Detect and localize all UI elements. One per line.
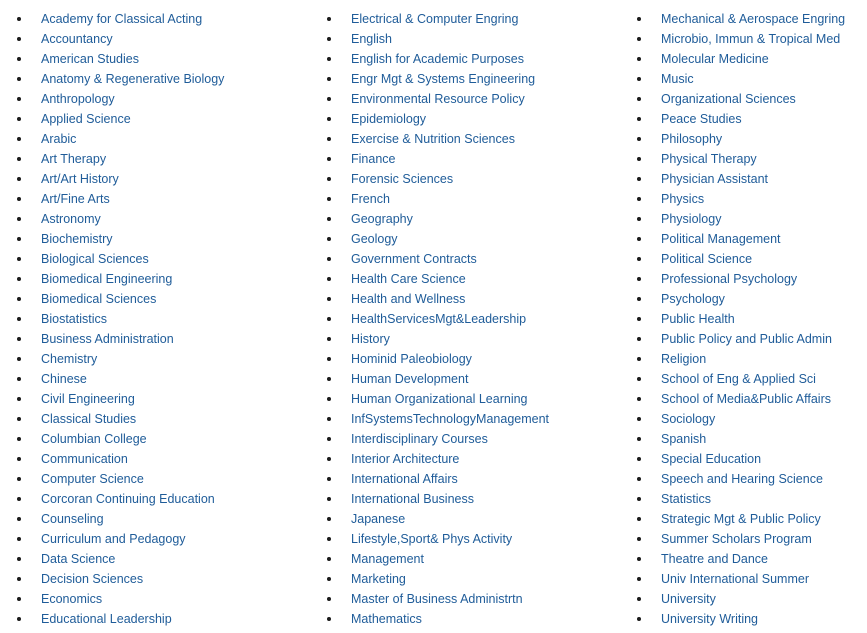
subject-link[interactable]: Professional Psychology (661, 272, 798, 286)
list-item (326, 549, 549, 569)
subject-link[interactable]: Japanese (351, 512, 406, 526)
list-item (636, 609, 845, 629)
subject-link[interactable]: Classical Studies (41, 412, 137, 426)
bullet-icon (327, 497, 331, 501)
subject-link[interactable]: Molecular Medicine (661, 52, 769, 66)
subject-link[interactable]: Educational Leadership (41, 612, 172, 626)
subject-link[interactable]: Public Health (661, 312, 735, 326)
list-item (636, 9, 845, 29)
subject-link[interactable]: Physics (661, 192, 705, 206)
list-item (636, 49, 845, 69)
subject-link[interactable]: Computer Science (41, 472, 144, 486)
bullet-icon (17, 197, 21, 201)
list-item (16, 149, 224, 169)
bullet-icon (17, 237, 21, 241)
bullet-icon (17, 477, 21, 481)
list-item (636, 449, 845, 469)
subject-link[interactable]: Theatre and Dance (661, 552, 769, 566)
subject-link[interactable]: Chinese (41, 372, 87, 386)
subject-link[interactable]: French (351, 192, 390, 206)
subject-link[interactable]: Forensic Sciences (351, 172, 454, 186)
list-item (16, 69, 224, 89)
subject-link[interactable]: Communication (41, 452, 128, 466)
list-item (326, 29, 549, 49)
subject-link[interactable]: Physiology (661, 212, 722, 226)
bullet-icon (17, 577, 21, 581)
subject-link[interactable]: Hominid Paleobiology (351, 352, 472, 366)
list-item (636, 209, 845, 229)
subject-link[interactable]: Art/Fine Arts (41, 192, 110, 206)
bullet-icon (327, 277, 331, 281)
list-item (326, 149, 549, 169)
subject-link[interactable]: Anatomy & Regenerative Biology (41, 72, 225, 86)
subject-link[interactable]: Data Science (41, 552, 116, 566)
subject-link[interactable]: Environmental Resource Policy (351, 92, 525, 106)
subject-link[interactable]: Interior Architecture (351, 452, 460, 466)
bullet-icon (17, 317, 21, 321)
bullet-icon (327, 17, 331, 21)
list-item (326, 109, 549, 129)
bullet-icon (327, 177, 331, 181)
bullet-icon (637, 197, 641, 201)
subject-link[interactable]: Psychology (661, 292, 725, 306)
bullet-icon (637, 137, 641, 141)
bullet-icon (637, 577, 641, 581)
bullet-icon (637, 357, 641, 361)
subject-link[interactable]: Electrical & Computer Engring (351, 12, 519, 26)
list-item (636, 549, 845, 569)
list-item (636, 329, 845, 349)
subject-link[interactable]: Summer Scholars Program (661, 532, 812, 546)
subject-link[interactable]: Spanish (661, 432, 707, 446)
list-item (326, 289, 549, 309)
bullet-icon (637, 77, 641, 81)
bullet-icon (17, 217, 21, 221)
bullet-icon (637, 497, 641, 501)
bullet-icon (637, 117, 641, 121)
list-item (636, 29, 845, 49)
subject-link[interactable]: Academy for Classical Acting (41, 12, 203, 26)
subject-link[interactable]: Art Therapy (41, 152, 107, 166)
bullet-icon (637, 237, 641, 241)
subject-link[interactable]: Special Education (661, 452, 762, 466)
bullet-icon (17, 437, 21, 441)
list-item (636, 269, 845, 289)
subject-link[interactable]: Epidemiology (351, 112, 427, 126)
list-item (326, 209, 549, 229)
bullet-icon (17, 17, 21, 21)
bullet-icon (327, 597, 331, 601)
list-item (16, 249, 224, 269)
bullet-icon (17, 537, 21, 541)
subject-link[interactable]: Corcoran Continuing Education (41, 492, 215, 506)
subject-link[interactable]: Business Administration (41, 332, 174, 346)
list-item (636, 289, 845, 309)
list-item (326, 569, 549, 589)
bullet-icon (637, 57, 641, 61)
bullet-icon (637, 597, 641, 601)
bullet-icon (17, 277, 21, 281)
subject-link[interactable]: Public Policy and Public Admin (661, 332, 832, 346)
subject-link[interactable]: HealthServicesMgt&Leadership (351, 312, 527, 326)
list-item (326, 449, 549, 469)
bullet-icon (327, 77, 331, 81)
subject-link[interactable]: Applied Science (41, 112, 131, 126)
bullet-icon (17, 617, 21, 621)
subject-link[interactable]: Organizational Sciences (661, 92, 796, 106)
subject-link[interactable]: Art/Art History (41, 172, 119, 186)
list-item (326, 189, 549, 209)
bullet-icon (17, 97, 21, 101)
subject-link[interactable]: Political Science (661, 252, 753, 266)
bullet-icon (637, 177, 641, 181)
subject-link[interactable]: Human Organizational Learning (351, 392, 528, 406)
bullet-icon (637, 297, 641, 301)
subject-link[interactable]: Curriculum and Pedagogy (41, 532, 186, 546)
bullet-icon (637, 337, 641, 341)
bullet-icon (17, 177, 21, 181)
subject-link[interactable]: Anthropology (41, 92, 115, 106)
subject-link[interactable]: Physician Assistant (661, 172, 768, 186)
bullet-icon (327, 357, 331, 361)
subject-link[interactable]: Speech and Hearing Science (661, 472, 823, 486)
list-item (16, 289, 224, 309)
subject-link[interactable]: Accountancy (41, 32, 113, 46)
bullet-icon (637, 617, 641, 621)
list-item (326, 249, 549, 269)
subject-link[interactable]: Counseling (41, 512, 104, 526)
bullet-icon (637, 537, 641, 541)
subject-link[interactable]: American Studies (41, 52, 139, 66)
list-item (636, 429, 845, 449)
list-item (16, 409, 224, 429)
subject-link[interactable]: Microbio, Immun & Tropical Med (661, 32, 841, 46)
subject-link[interactable]: English (351, 32, 392, 46)
list-item (16, 429, 224, 449)
bullet-icon (17, 117, 21, 121)
list-item (326, 489, 549, 509)
bullet-icon (327, 197, 331, 201)
bullet-icon (637, 97, 641, 101)
bullet-icon (637, 217, 641, 221)
bullet-icon (327, 257, 331, 261)
list-item (16, 389, 224, 409)
list-item (326, 349, 549, 369)
list-item (326, 509, 549, 529)
list-item (16, 9, 224, 29)
list-item (16, 549, 224, 569)
list-item (636, 189, 845, 209)
bullet-icon (327, 437, 331, 441)
list-item (16, 609, 224, 629)
subject-link[interactable]: School of Eng & Applied Sci (661, 372, 816, 386)
bullet-icon (327, 557, 331, 561)
bullet-icon (637, 257, 641, 261)
bullet-icon (637, 417, 641, 421)
bullet-icon (17, 597, 21, 601)
subject-link[interactable]: University (661, 592, 716, 606)
subject-column-1 (16, 9, 224, 629)
subject-link[interactable]: Political Management (661, 232, 781, 246)
list-item (636, 589, 845, 609)
bullet-icon (327, 537, 331, 541)
subject-link[interactable]: Geology (351, 232, 398, 246)
list-item (16, 329, 224, 349)
list-item (326, 529, 549, 549)
bullet-icon (327, 57, 331, 61)
subject-link[interactable]: Decision Sciences (41, 572, 144, 586)
list-item (326, 129, 549, 149)
subject-link[interactable]: History (351, 332, 390, 346)
bullet-icon (17, 337, 21, 341)
subject-link[interactable]: Univ International Summer (661, 572, 809, 586)
subject-link[interactable]: Marketing (351, 572, 406, 586)
subject-link[interactable]: Interdisciplinary Courses (351, 432, 488, 446)
bullet-icon (327, 97, 331, 101)
subject-link[interactable]: Mathematics (351, 612, 422, 626)
bullet-icon (637, 437, 641, 441)
bullet-icon (327, 577, 331, 581)
list-item (16, 509, 224, 529)
bullet-icon (327, 337, 331, 341)
list-item (16, 349, 224, 369)
bullet-icon (637, 317, 641, 321)
list-item (16, 229, 224, 249)
bullet-icon (17, 297, 21, 301)
bullet-icon (327, 217, 331, 221)
subject-column-2 (326, 9, 549, 629)
list-item (16, 489, 224, 509)
bullet-icon (17, 77, 21, 81)
list-item (326, 389, 549, 409)
bullet-icon (17, 497, 21, 501)
bullet-icon (17, 457, 21, 461)
bullet-icon (17, 57, 21, 61)
bullet-icon (327, 377, 331, 381)
subject-link[interactable]: Statistics (661, 492, 712, 506)
subject-link[interactable]: Biochemistry (41, 232, 113, 246)
list-item (636, 509, 845, 529)
bullet-icon (17, 397, 21, 401)
list-item (636, 229, 845, 249)
subject-link[interactable]: Chemistry (41, 352, 98, 366)
subject-link[interactable]: Physical Therapy (661, 152, 757, 166)
bullet-icon (327, 457, 331, 461)
bullet-icon (637, 397, 641, 401)
subject-column-3 (636, 9, 845, 629)
bullet-icon (17, 37, 21, 41)
bullet-icon (637, 557, 641, 561)
subject-link[interactable]: Philosophy (661, 132, 723, 146)
bullet-icon (637, 277, 641, 281)
bullet-icon (17, 557, 21, 561)
list-item (326, 469, 549, 489)
subject-link[interactable]: Strategic Mgt & Public Policy (661, 512, 821, 526)
subject-link[interactable]: Astronomy (41, 212, 101, 226)
bullet-icon (17, 377, 21, 381)
list-item (16, 29, 224, 49)
list-item (16, 109, 224, 129)
subject-link[interactable]: Religion (661, 352, 707, 366)
bullet-icon (17, 157, 21, 161)
subject-link[interactable]: Human Development (351, 372, 469, 386)
bullet-icon (327, 317, 331, 321)
subject-link[interactable]: International Business (351, 492, 474, 506)
subject-link[interactable]: Music (661, 72, 694, 86)
list-item (16, 469, 224, 489)
bullet-icon (327, 117, 331, 121)
list-item (326, 229, 549, 249)
list-item (636, 149, 845, 169)
list-item (326, 49, 549, 69)
list-item (326, 89, 549, 109)
subject-link[interactable]: Economics (41, 592, 103, 606)
subject-link[interactable]: Geography (351, 212, 413, 226)
subject-link[interactable]: Mechanical & Aerospace Engring (661, 12, 846, 26)
list-item (16, 129, 224, 149)
list-item (636, 169, 845, 189)
list-item (16, 209, 224, 229)
list-item (636, 349, 845, 369)
subject-link[interactable]: Health and Wellness (351, 292, 466, 306)
bullet-icon (17, 137, 21, 141)
bullet-icon (17, 357, 21, 361)
list-item (16, 89, 224, 109)
subject-link[interactable]: Government Contracts (351, 252, 477, 266)
subject-link[interactable]: Arabic (41, 132, 77, 146)
list-item (326, 9, 549, 29)
bullet-icon (327, 397, 331, 401)
subject-link[interactable]: Management (351, 552, 424, 566)
subject-link[interactable]: Biomedical Sciences (41, 292, 157, 306)
subject-link[interactable]: Engr Mgt & Systems Engineering (351, 72, 536, 86)
list-item (326, 169, 549, 189)
list-item (636, 89, 845, 109)
subject-link[interactable]: Exercise & Nutrition Sciences (351, 132, 515, 146)
subject-link[interactable]: Lifestyle,Sport& Phys Activity (351, 532, 513, 546)
subject-link[interactable]: Peace Studies (661, 112, 742, 126)
bullet-icon (327, 37, 331, 41)
subject-link[interactable]: Biostatistics (41, 312, 107, 326)
bullet-icon (327, 477, 331, 481)
list-item (326, 329, 549, 349)
list-item (326, 409, 549, 429)
bullet-icon (637, 457, 641, 461)
bullet-icon (327, 617, 331, 621)
subject-link[interactable]: English for Academic Purposes (351, 52, 525, 66)
bullet-icon (17, 417, 21, 421)
subject-link[interactable]: International Affairs (351, 472, 458, 486)
list-item (636, 409, 845, 429)
list-item (16, 269, 224, 289)
bullet-icon (637, 517, 641, 521)
bullet-icon (637, 17, 641, 21)
list-item (16, 369, 224, 389)
bullet-icon (327, 237, 331, 241)
bullet-icon (327, 297, 331, 301)
subject-link[interactable]: Civil Engineering (41, 392, 135, 406)
list-item (636, 489, 845, 509)
bullet-icon (327, 137, 331, 141)
list-item (16, 529, 224, 549)
list-item (326, 309, 549, 329)
bullet-icon (637, 37, 641, 41)
list-item (636, 369, 845, 389)
subject-link[interactable]: Sociology (661, 412, 716, 426)
list-item (636, 389, 845, 409)
subject-link[interactable]: Biomedical Engineering (41, 272, 173, 286)
list-item (636, 69, 845, 89)
list-item (326, 589, 549, 609)
subject-link[interactable]: Master of Business Administrtn (351, 592, 523, 606)
list-item (326, 609, 549, 629)
list-item (326, 269, 549, 289)
list-item (636, 309, 845, 329)
bullet-icon (17, 257, 21, 261)
bullet-icon (17, 517, 21, 521)
list-item (326, 69, 549, 89)
bullet-icon (637, 157, 641, 161)
subject-link[interactable]: Biological Sciences (41, 252, 149, 266)
subject-link[interactable]: School of Media&Public Affairs (661, 392, 832, 406)
list-item (16, 49, 224, 69)
list-item (326, 369, 549, 389)
list-item (16, 589, 224, 609)
subject-link[interactable]: Health Care Science (351, 272, 466, 286)
list-item (16, 169, 224, 189)
subject-list (0, 9, 867, 629)
list-item (636, 249, 845, 269)
bullet-icon (637, 477, 641, 481)
subject-link[interactable]: University Writing (661, 612, 759, 626)
list-item (636, 109, 845, 129)
list-item (636, 529, 845, 549)
list-item (636, 469, 845, 489)
subject-link[interactable]: InfSystemsTechnologyManagement (351, 412, 550, 426)
list-item (16, 569, 224, 589)
bullet-icon (637, 377, 641, 381)
list-item (326, 429, 549, 449)
subject-link[interactable]: Columbian College (41, 432, 147, 446)
bullet-icon (327, 157, 331, 161)
list-item (636, 569, 845, 589)
bullet-icon (327, 517, 331, 521)
subject-link[interactable]: Finance (351, 152, 396, 166)
list-item (636, 129, 845, 149)
list-item (16, 189, 224, 209)
list-item (16, 309, 224, 329)
bullet-icon (327, 417, 331, 421)
list-item (16, 449, 224, 469)
